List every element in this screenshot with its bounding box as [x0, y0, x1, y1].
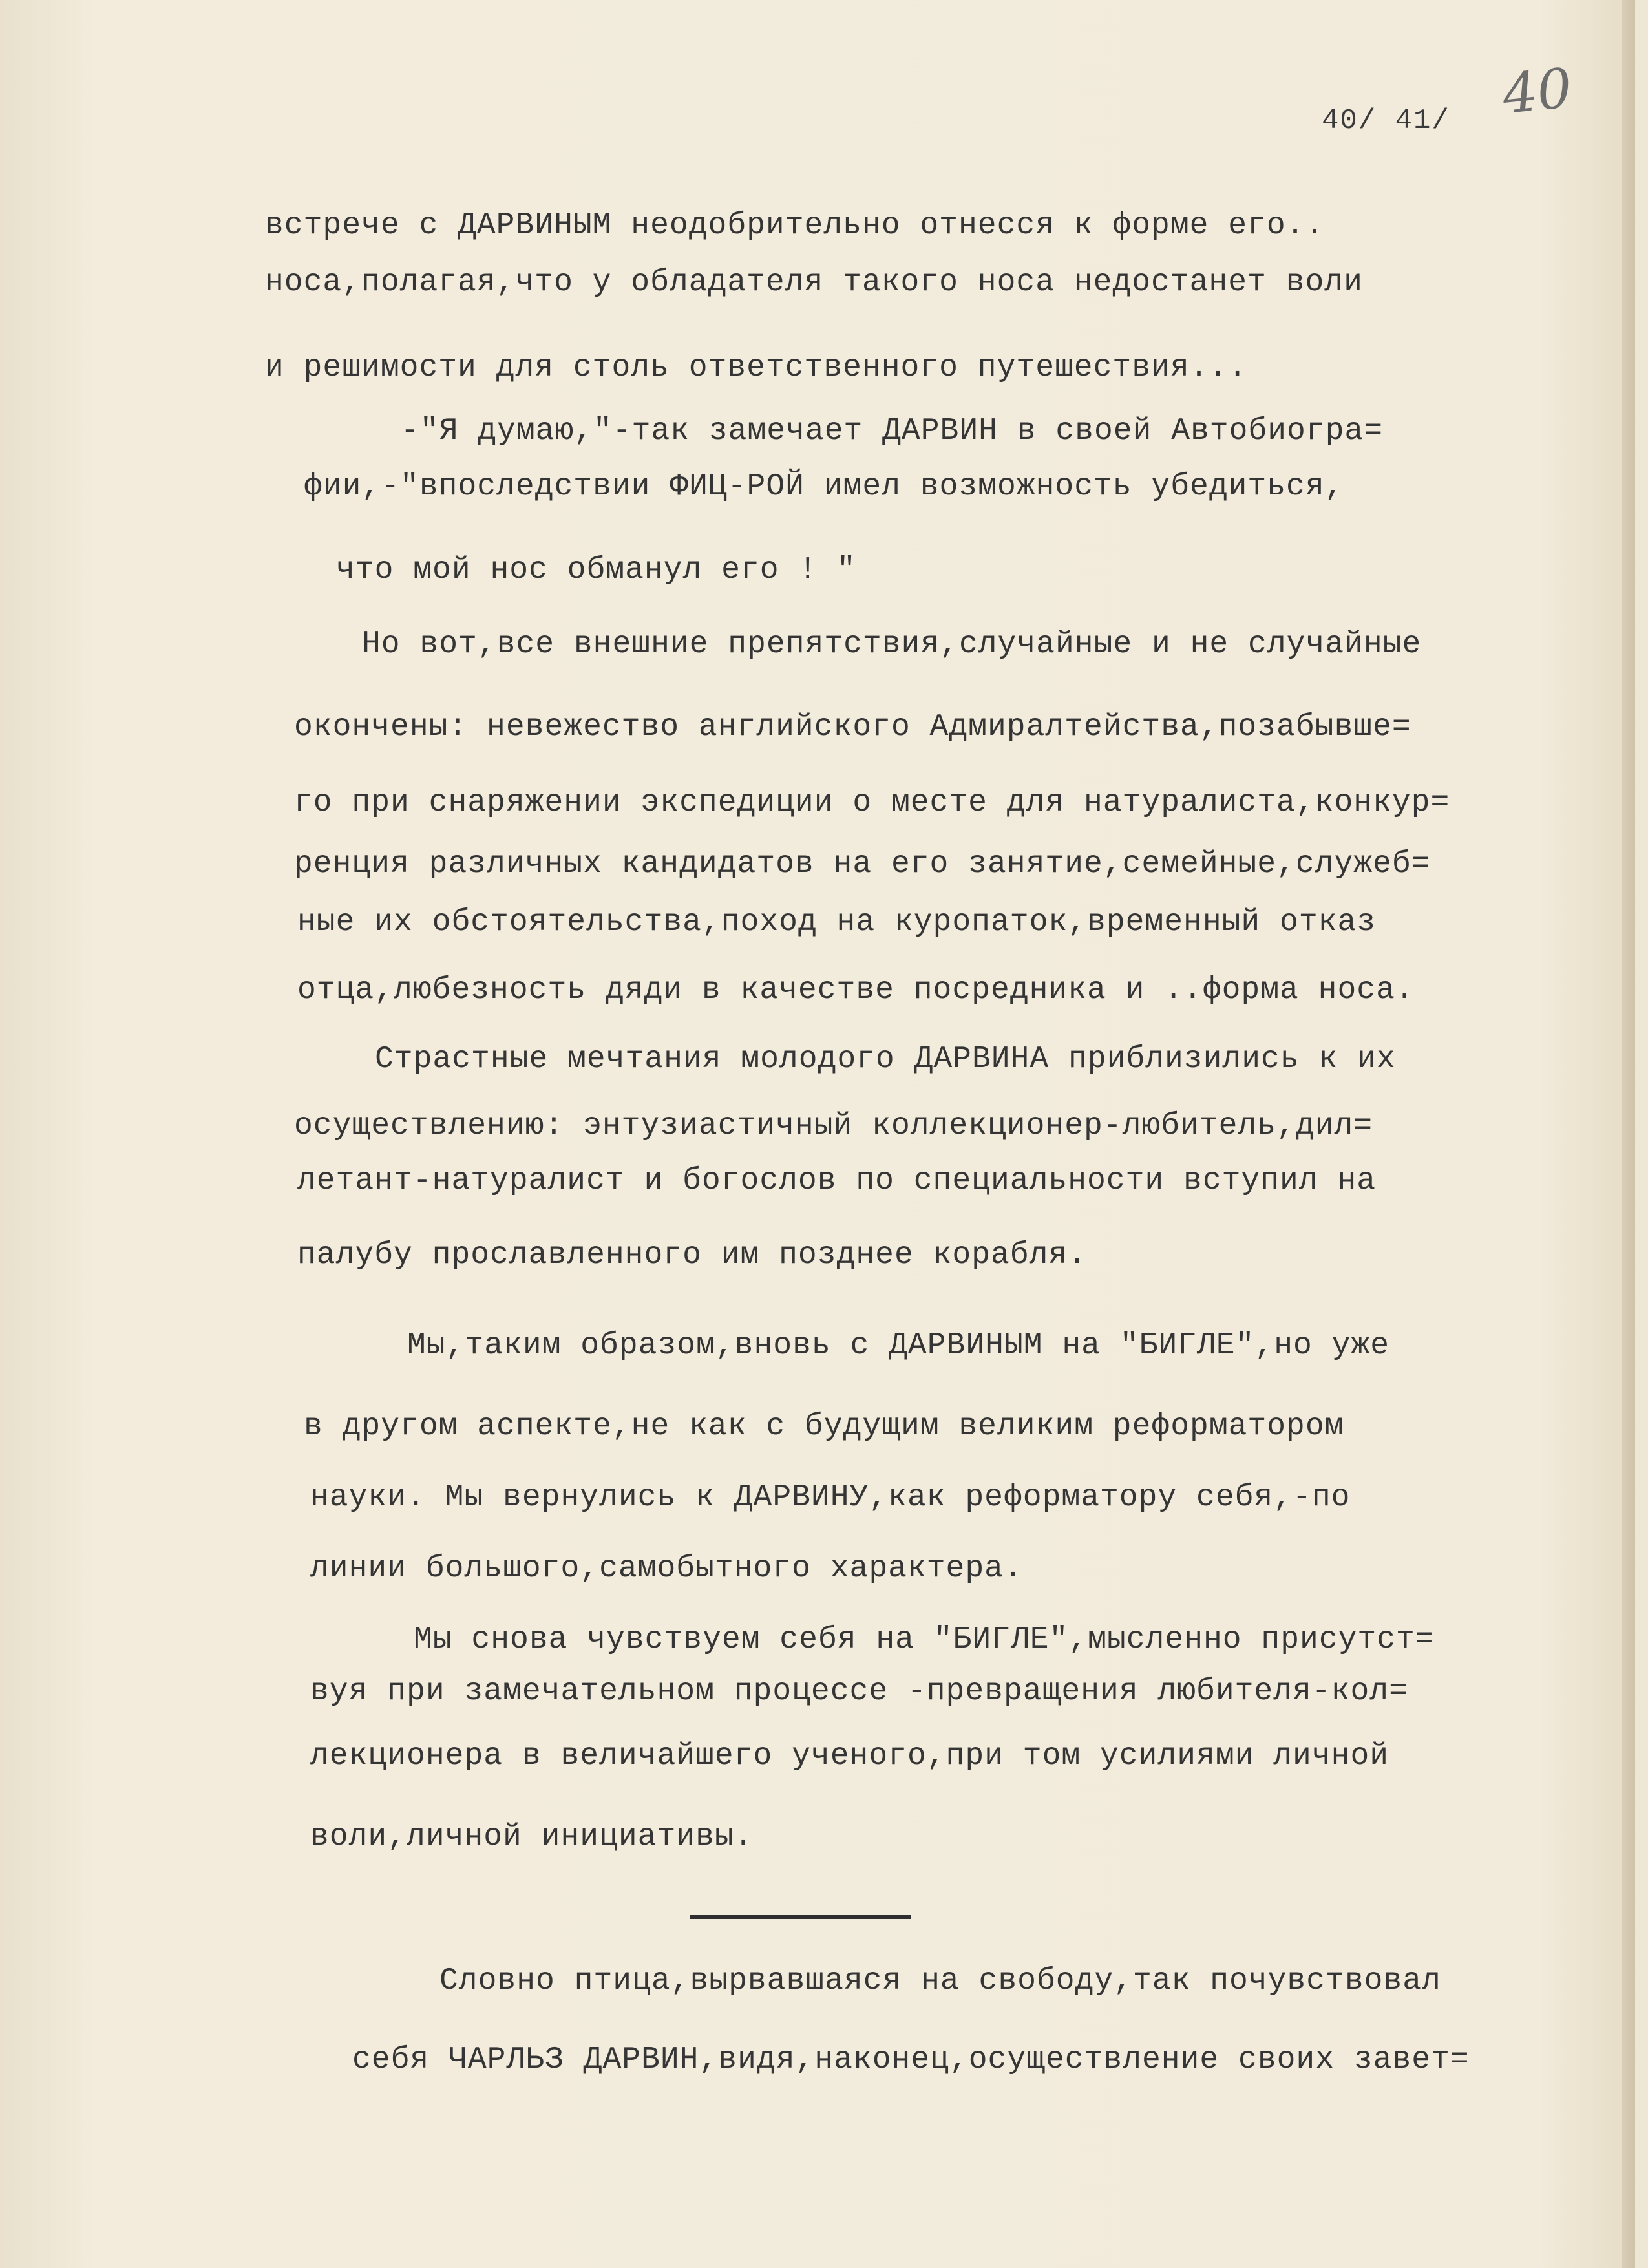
page-number: 40/ 41/ — [1322, 105, 1450, 137]
text-line: в другом аспекте,не как с будущим великим реформатором — [304, 1409, 1344, 1444]
text-line: линии большого,самобытного характера. — [310, 1551, 1023, 1586]
text-line: лекционера в величайшего ученого,при том усилиями личной — [310, 1739, 1389, 1774]
text-line: Страстные мечтания молодого ДАРВИНА приблизились к их — [375, 1042, 1396, 1077]
text-line: ные их обстоятельства,поход на куропаток,временный отказ — [297, 905, 1377, 940]
text-line: Мы снова чувствуем себя на "БИГЛЕ",мысленно присутст= — [414, 1622, 1435, 1657]
text-line: Но вот,все внешние препятствия,случайные и не случайные — [362, 627, 1422, 662]
text-line: носа,полагая,что у обладателя такого носа недостанет воли — [265, 265, 1363, 300]
text-line: фии,-"впоследствии ФИЦ-РОЙ имел возможность убедиться, — [304, 469, 1344, 504]
text-line: науки. Мы вернулись к ДАРВИНУ,как реформатору себя,-по — [310, 1480, 1351, 1515]
text-line: летант-натуралист и богослов по специальности вступил на — [297, 1163, 1377, 1198]
text-line: вуя при замечательном процессе -превращения любителя-кол= — [310, 1674, 1408, 1709]
text-line: Словно птица,вырвавшаяся на свободу,так почувствовал — [439, 1964, 1441, 1998]
text-line: окончены: невежество английского Адмиралтейства,позабывше= — [294, 710, 1411, 745]
text-line: Мы,таким образом,вновь с ДАРВИНЫМ на "БИГЛЕ",но уже — [407, 1328, 1390, 1363]
section-divider — [690, 1915, 911, 1919]
text-line: -"Я думаю,"-так замечает ДАРВИН в своей Автобиогра= — [401, 414, 1384, 449]
text-line: и решимости для столь ответственного путешествия... — [265, 350, 1248, 385]
text-line: отца,любезность дяди в качестве посредника и ..форма носа. — [297, 973, 1415, 1008]
handwritten-page-number: 40 — [1499, 56, 1575, 127]
text-line: воли,личной инициативы. — [310, 1819, 754, 1854]
text-line: палубу прославленного им позднее корабля. — [297, 1238, 1087, 1273]
text-line: ренция различных кандидатов на его занятие,семейные,служеб= — [294, 847, 1431, 882]
text-line: что мой нос обманул его ! " — [336, 553, 856, 588]
text-line: встрече с ДАРВИНЫМ неодобрительно отнесся к форме его.. — [265, 208, 1325, 243]
text-line: осуществлению: энтузиастичный коллекционер-любитель,дил= — [294, 1108, 1373, 1143]
text-line: го при снаряжении экспедиции о месте для натуралиста,конкур= — [294, 785, 1450, 820]
text-line: себя ЧАРЛЬЗ ДАРВИН,видя,наконец,осуществление своих завет= — [352, 2042, 1470, 2077]
